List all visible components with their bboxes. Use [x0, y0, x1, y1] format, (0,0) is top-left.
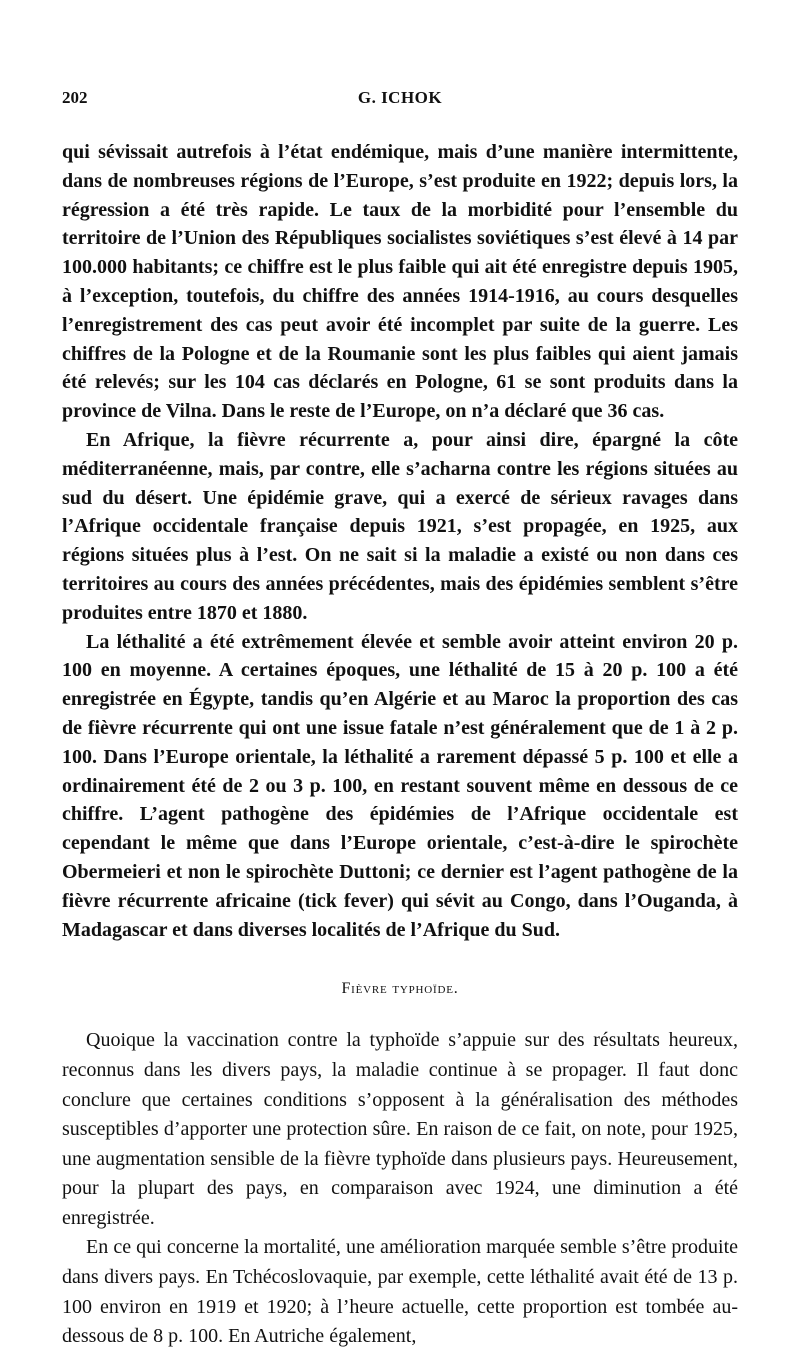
paragraph: La léthalité a été extrêmement élevée et semble avoir atteint environ 20 p. 100 en moyenne. A certaines époques, une léthalité de 15 à 20 p. 100 a été enregistrée en Égypte, tandis qu’en Algérie et au Maroc la proportion des cas de fièvre récurrente qui ont une issue fatale n’est généralement que de 1 à 2 p. 100. Dans l’Europe orientale, la léthalité a rarement dépassé 5 p. 100 et elle a ordinairement été de 2 ou 3 p. 100, en restant souvent même en dessous de ce chiffre. L’agent pathogène des épidémies de l’Afrique occidentale est cependant le même que dans l’Europe orientale, c’est-à-dire le spirochète Obermeieri et non le spirochète Duttoni; ce dernier est l’agent pathogène de la fièvre récurrente africaine (tick fever) qui sévit au Congo, dans l’Ouganda, à Madagascar et dans diverses localités de l’Afrique du Sud. [62, 630, 738, 941]
paragraph: En Afrique, la fièvre récurrente a, pour ainsi dire, épargné la côte méditerranéenne, mais, par contre, elle s’acharna contre les régions situées au sud du désert. Une épidémie grave, qui a exercé de sérieux ravages dans l’Afrique occidentale française depuis 1921, s’est propagée, en 1925, aux régions situées plus à l’est. On ne sait si la maladie a existé ou non dans ces territoires au cours des années précédentes, mais des épidémies semblent s’être produites entre 1870 et 1880. [62, 428, 738, 624]
paragraph: En ce qui concerne la mortalité, une amélioration marquée semble s’être produite dans divers pays. En Tchécoslovaquie, par exemple, cette léthalité avait été de 13 p. 100 environ en 1919 et 1920; à l’heure actuelle, cette proportion est tombée au-dessous de 8 p. 100. En Autriche également, [62, 1236, 738, 1348]
paragraph: qui sévissait autrefois à l’état endémique, mais d’une manière intermittente, dans de nombreuses régions de l’Europe, s’est produite en 1922; depuis lors, la régression a été très rapide. Le taux de la morbidité pour l’ensemble du territoire de l’Union des Républiques socialistes soviétiques s’est élevé à 14 par 100.000 habitants; ce chiffre est le plus faible qui ait été enregistre depuis 1905, à l’exception, toutefois, du chiffre des années 1914-1916, au cours desquelles l’enregistrement des cas peut avoir été incomplet par suite de la guerre. Les chiffres de la Pologne et de la Roumanie sont les plus faibles qui aient jamais été relevés; sur les 104 cas déclarés en Pologne, 61 se sont produits dans la province de Vilna. Dans le reste de l’Europe, on n’a déclaré que 36 cas. [62, 141, 738, 423]
page-number: 202 [62, 88, 88, 107]
paragraph: Quoique la vaccination contre la typhoïde s’appuie sur des résultats heureux, reconnus dans les divers pays, la maladie continue à se propager. Il faut donc conclure que certaines conditions s’opposent à la généralisation des méthodes susceptibles d’apporter une protection sûre. En raison de ce fait, on note, pour 1925, une augmentation sensible de la fièvre typhoïde dans plusieurs pays. Heureusement, pour la plupart des pays, en comparaison avec 1924, une diminution a été enregistrée. [62, 1029, 738, 1229]
document-page [62, 88, 738, 1352]
body-text-relapsing-fever [62, 138, 738, 944]
running-head: G. ICHOK [357, 88, 443, 107]
body-text-typhoid [62, 1026, 738, 1352]
section-title: Fièvre typhoïde. [341, 980, 459, 998]
page-header [62, 88, 738, 118]
